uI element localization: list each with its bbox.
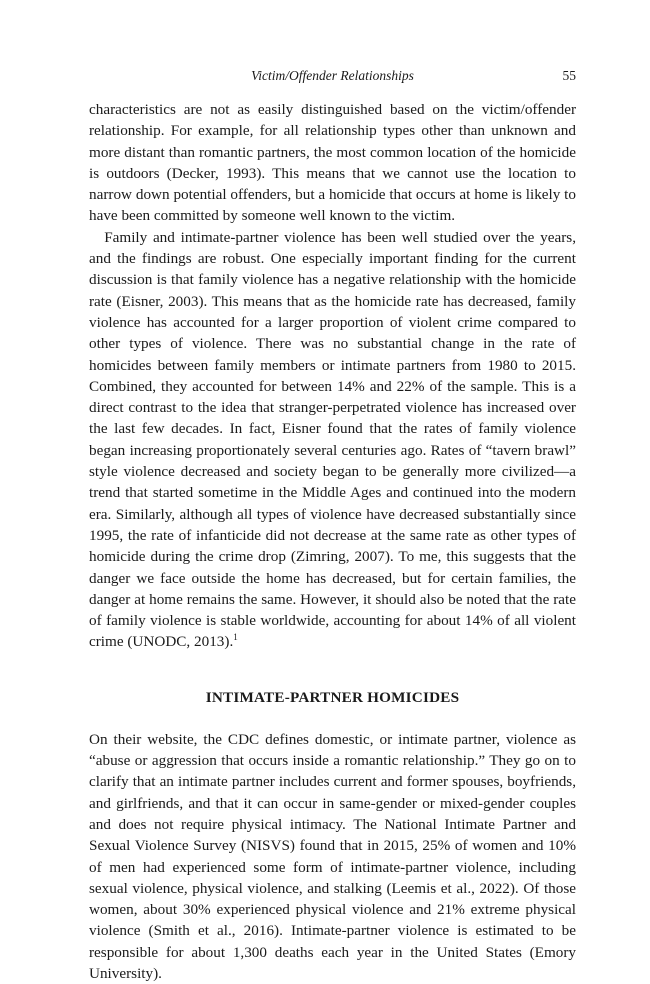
- paragraph-family-violence-text: Family and intimate-partner violence has been well studied over the years, and the findings are robust. One especially important finding for the current discussion is that family violence has a negative relationship with the homicide rate (Eisner, 2003). This means that as the homicide rate has decreased, family violence has accounted for a larger proportion of violent crime compared to other types of violence. There was no substantial change in the rate of homicides between family members or intimate partners from 1980 to 2015. Combined, they accounted for between 14% and 22% of the sample. This is a direct contrast to the idea that stranger-perpetrated violence has increased over the last few decades. In fact, Eisner found that the rates of family violence began increasing proportionately several centuries ago. Rates of “tavern brawl” style violence decreased and society began to be generally more civilized—a trend that started sometime in the Middle Ages and continued into the modern era. Similarly, although all types of violence have decreased substantially since 1995, the rate of infanticide did not decrease at the same rate as other types of homicide during the crime drop (Zimring, 2007). To me, this suggests that the danger we face outside the home has decreased, but for certain families, the danger at home remains the same. However, it should also be noted that the rate of family violence is stable worldwide, accounting for about 14% of all violent crime (UNODC, 2013).: [89, 228, 576, 651]
- paragraph-cdc-definition: On their website, the CDC defines domestic, or intimate partner, violence as “abuse or aggression that occurs inside a romantic relationship.” They go on to clarify that an intimate partner includes current and former spouses, boyfriends, and girlfriends, and that it can occur in same-gender or mixed-gender couples and does not require physical intimacy. The National Intimate Partner and Sexual Violence Survey (NISVS) found that in 2015, 25% of women and 10% of men had experienced some form of intimate-partner violence, including sexual violence, physical violence, and stalking (Leemis et al., 2022). Of those women, about 30% experienced physical violence and 21% extreme physical violence (Smith et al., 2016). Intimate-partner violence is estimated to be responsible for about 1,300 deaths each year in the United States (Emory University).: [89, 730, 576, 982]
- paragraph-continued: characteristics are not as easily distinguished based on the victim/offender relationship. For example, for all relationship types other than unknown and more distant than romantic partners, the most common location of the homicide is outdoors (Decker, 1993). This means that we cannot use the location to narrow down potential offenders, but a homicide that occurs at home is likely to have been committed by someone well known to the victim.: [89, 101, 576, 225]
- page-number: 55: [562, 68, 576, 83]
- footnote-marker: 1: [233, 632, 238, 643]
- section-heading: INTIMATE-PARTNER HOMICIDES: [205, 688, 460, 706]
- running-title: Victim/Offender Relationships: [251, 68, 414, 83]
- body-text: [89, 99, 576, 984]
- paragraph-family-violence: [89, 227, 576, 653]
- book-page: [89, 64, 576, 984]
- running-head: [89, 64, 576, 88]
